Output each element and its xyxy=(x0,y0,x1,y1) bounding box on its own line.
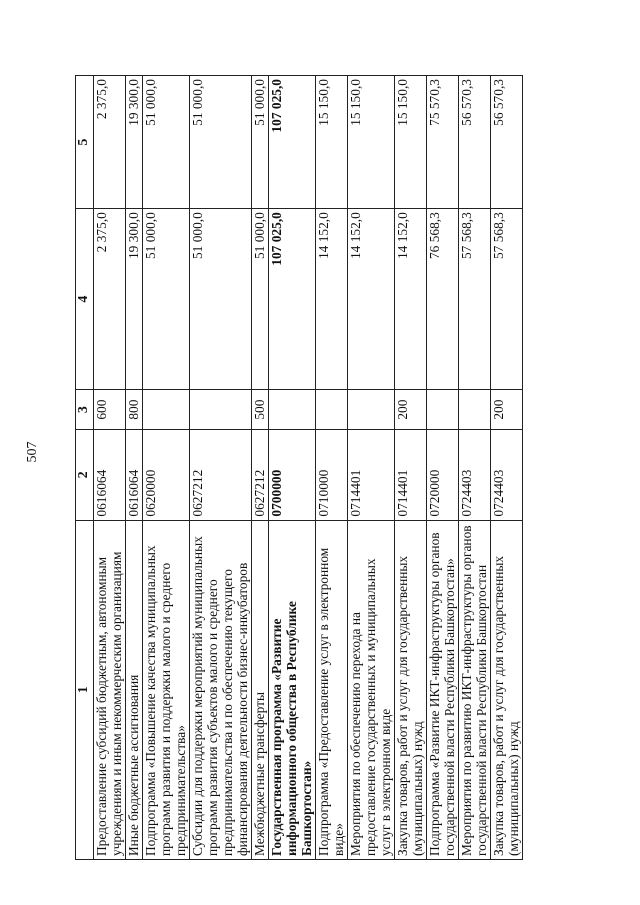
budget-table xyxy=(75,75,523,860)
rotated-page-area xyxy=(75,75,541,860)
row-expense-type-cell: 800 xyxy=(125,390,142,430)
row-name-cell: Закупка товаров, работ и услуг для государственных (муниципальных) нужд xyxy=(394,520,426,859)
table-row xyxy=(490,76,522,860)
row-name-cell: Подпрограмма «Повышение качества муниципальных программ развития и поддержки малого и среднего предпринимательства» xyxy=(142,520,189,859)
row-amount-2-cell: 15 150,0 xyxy=(315,76,347,209)
row-name-cell: Закупка товаров, работ и услуг для государственных (муниципальных) нужд xyxy=(490,520,522,859)
row-amount-2-cell: 15 150,0 xyxy=(347,76,394,209)
table-row xyxy=(394,76,426,860)
row-amount-1-cell: 76 568,3 xyxy=(426,209,458,390)
table-row xyxy=(125,76,142,860)
row-amount-1-cell: 19 300,0 xyxy=(125,209,142,390)
row-code-cell: 0714401 xyxy=(347,430,394,521)
row-amount-1-cell: 51 000,0 xyxy=(142,209,189,390)
row-name-cell: Межбюджетные трансферты xyxy=(251,520,268,859)
row-amount-2-cell: 75 570,3 xyxy=(426,76,458,209)
row-amount-1-cell: 51 000,0 xyxy=(251,209,268,390)
row-expense-type-cell xyxy=(268,390,315,430)
table-row xyxy=(315,76,347,860)
table-row xyxy=(268,76,315,860)
row-amount-2-cell: 56 570,3 xyxy=(458,76,490,209)
row-amount-1-cell: 57 568,3 xyxy=(458,209,490,390)
table-header-row xyxy=(76,76,94,860)
header-col-1: 1 xyxy=(76,520,94,859)
row-amount-2-cell: 107 025,0 xyxy=(268,76,315,209)
row-amount-2-cell: 2 375,0 xyxy=(93,76,125,209)
row-expense-type-cell: 200 xyxy=(394,390,426,430)
header-col-5: 5 xyxy=(76,76,94,209)
row-code-cell: 0620000 xyxy=(142,430,189,521)
row-name-cell: Предоставление субсидий бюджетным, автономным учреждениям и иным некоммерческим организациям xyxy=(93,520,125,859)
row-amount-2-cell: 51 000,0 xyxy=(189,76,251,209)
row-name-cell: Подпрограмма «Развитие ИКТ-инфраструктуры органов государственной власти Республики Башкортостан» xyxy=(426,520,458,859)
row-expense-type-cell xyxy=(189,390,251,430)
row-amount-1-cell: 14 152,0 xyxy=(347,209,394,390)
table-row xyxy=(251,76,268,860)
row-expense-type-cell: 600 xyxy=(93,390,125,430)
table-body xyxy=(93,76,522,860)
row-amount-2-cell: 51 000,0 xyxy=(251,76,268,209)
row-amount-1-cell: 2 375,0 xyxy=(93,209,125,390)
row-name-cell: Субсидии для поддержки мероприятий муниципальных программ развития субъектов малого и среднего предпринимательства и по обеспечению текущего финансирования деятельности бизнес-инкубаторов xyxy=(189,520,251,859)
row-code-cell: 0700000 xyxy=(268,430,315,521)
row-amount-1-cell: 57 568,3 xyxy=(490,209,522,390)
row-amount-1-cell: 14 152,0 xyxy=(394,209,426,390)
row-code-cell: 0720000 xyxy=(426,430,458,521)
table-row xyxy=(93,76,125,860)
table-row xyxy=(347,76,394,860)
row-code-cell: 0627212 xyxy=(251,430,268,521)
row-code-cell: 0616064 xyxy=(125,430,142,521)
row-expense-type-cell: 200 xyxy=(490,390,522,430)
table-row xyxy=(189,76,251,860)
header-col-3: 3 xyxy=(76,390,94,430)
row-name-cell: Мероприятия по развитию ИКТ-инфраструктуры органов государственной власти Республики Башкортостан xyxy=(458,520,490,859)
row-name-cell: Государственная программа «Развитие информационного общества в Республике Башкортостан» xyxy=(268,520,315,859)
table-row xyxy=(142,76,189,860)
row-expense-type-cell xyxy=(426,390,458,430)
row-amount-1-cell: 51 000,0 xyxy=(189,209,251,390)
row-expense-type-cell xyxy=(142,390,189,430)
header-col-2: 2 xyxy=(76,430,94,521)
row-amount-2-cell: 15 150,0 xyxy=(394,76,426,209)
row-code-cell: 0710000 xyxy=(315,430,347,521)
table-row xyxy=(426,76,458,860)
row-name-cell: Иные бюджетные ассигнования xyxy=(125,520,142,859)
page-number: 507 xyxy=(25,441,40,463)
row-amount-2-cell: 19 300,0 xyxy=(125,76,142,209)
row-name-cell: Подпрограмма «Предоставление услуг в электронном виде» xyxy=(315,520,347,859)
row-code-cell: 0724403 xyxy=(458,430,490,521)
row-amount-1-cell: 107 025,0 xyxy=(268,209,315,390)
row-name-cell: Мероприятия по обеспечению перехода на предоставление государственных и муниципальных услуг в электронном виде xyxy=(347,520,394,859)
rotated-table-container xyxy=(75,75,541,860)
row-code-cell: 0627212 xyxy=(189,430,251,521)
row-code-cell: 0616064 xyxy=(93,430,125,521)
row-code-cell: 0724403 xyxy=(490,430,522,521)
header-col-4: 4 xyxy=(76,209,94,390)
row-amount-2-cell: 56 570,3 xyxy=(490,76,522,209)
row-code-cell: 0714401 xyxy=(394,430,426,521)
row-expense-type-cell xyxy=(347,390,394,430)
row-expense-type-cell: 500 xyxy=(251,390,268,430)
row-expense-type-cell xyxy=(315,390,347,430)
row-amount-2-cell: 51 000,0 xyxy=(142,76,189,209)
table-row xyxy=(458,76,490,860)
row-expense-type-cell xyxy=(458,390,490,430)
row-amount-1-cell: 14 152,0 xyxy=(315,209,347,390)
